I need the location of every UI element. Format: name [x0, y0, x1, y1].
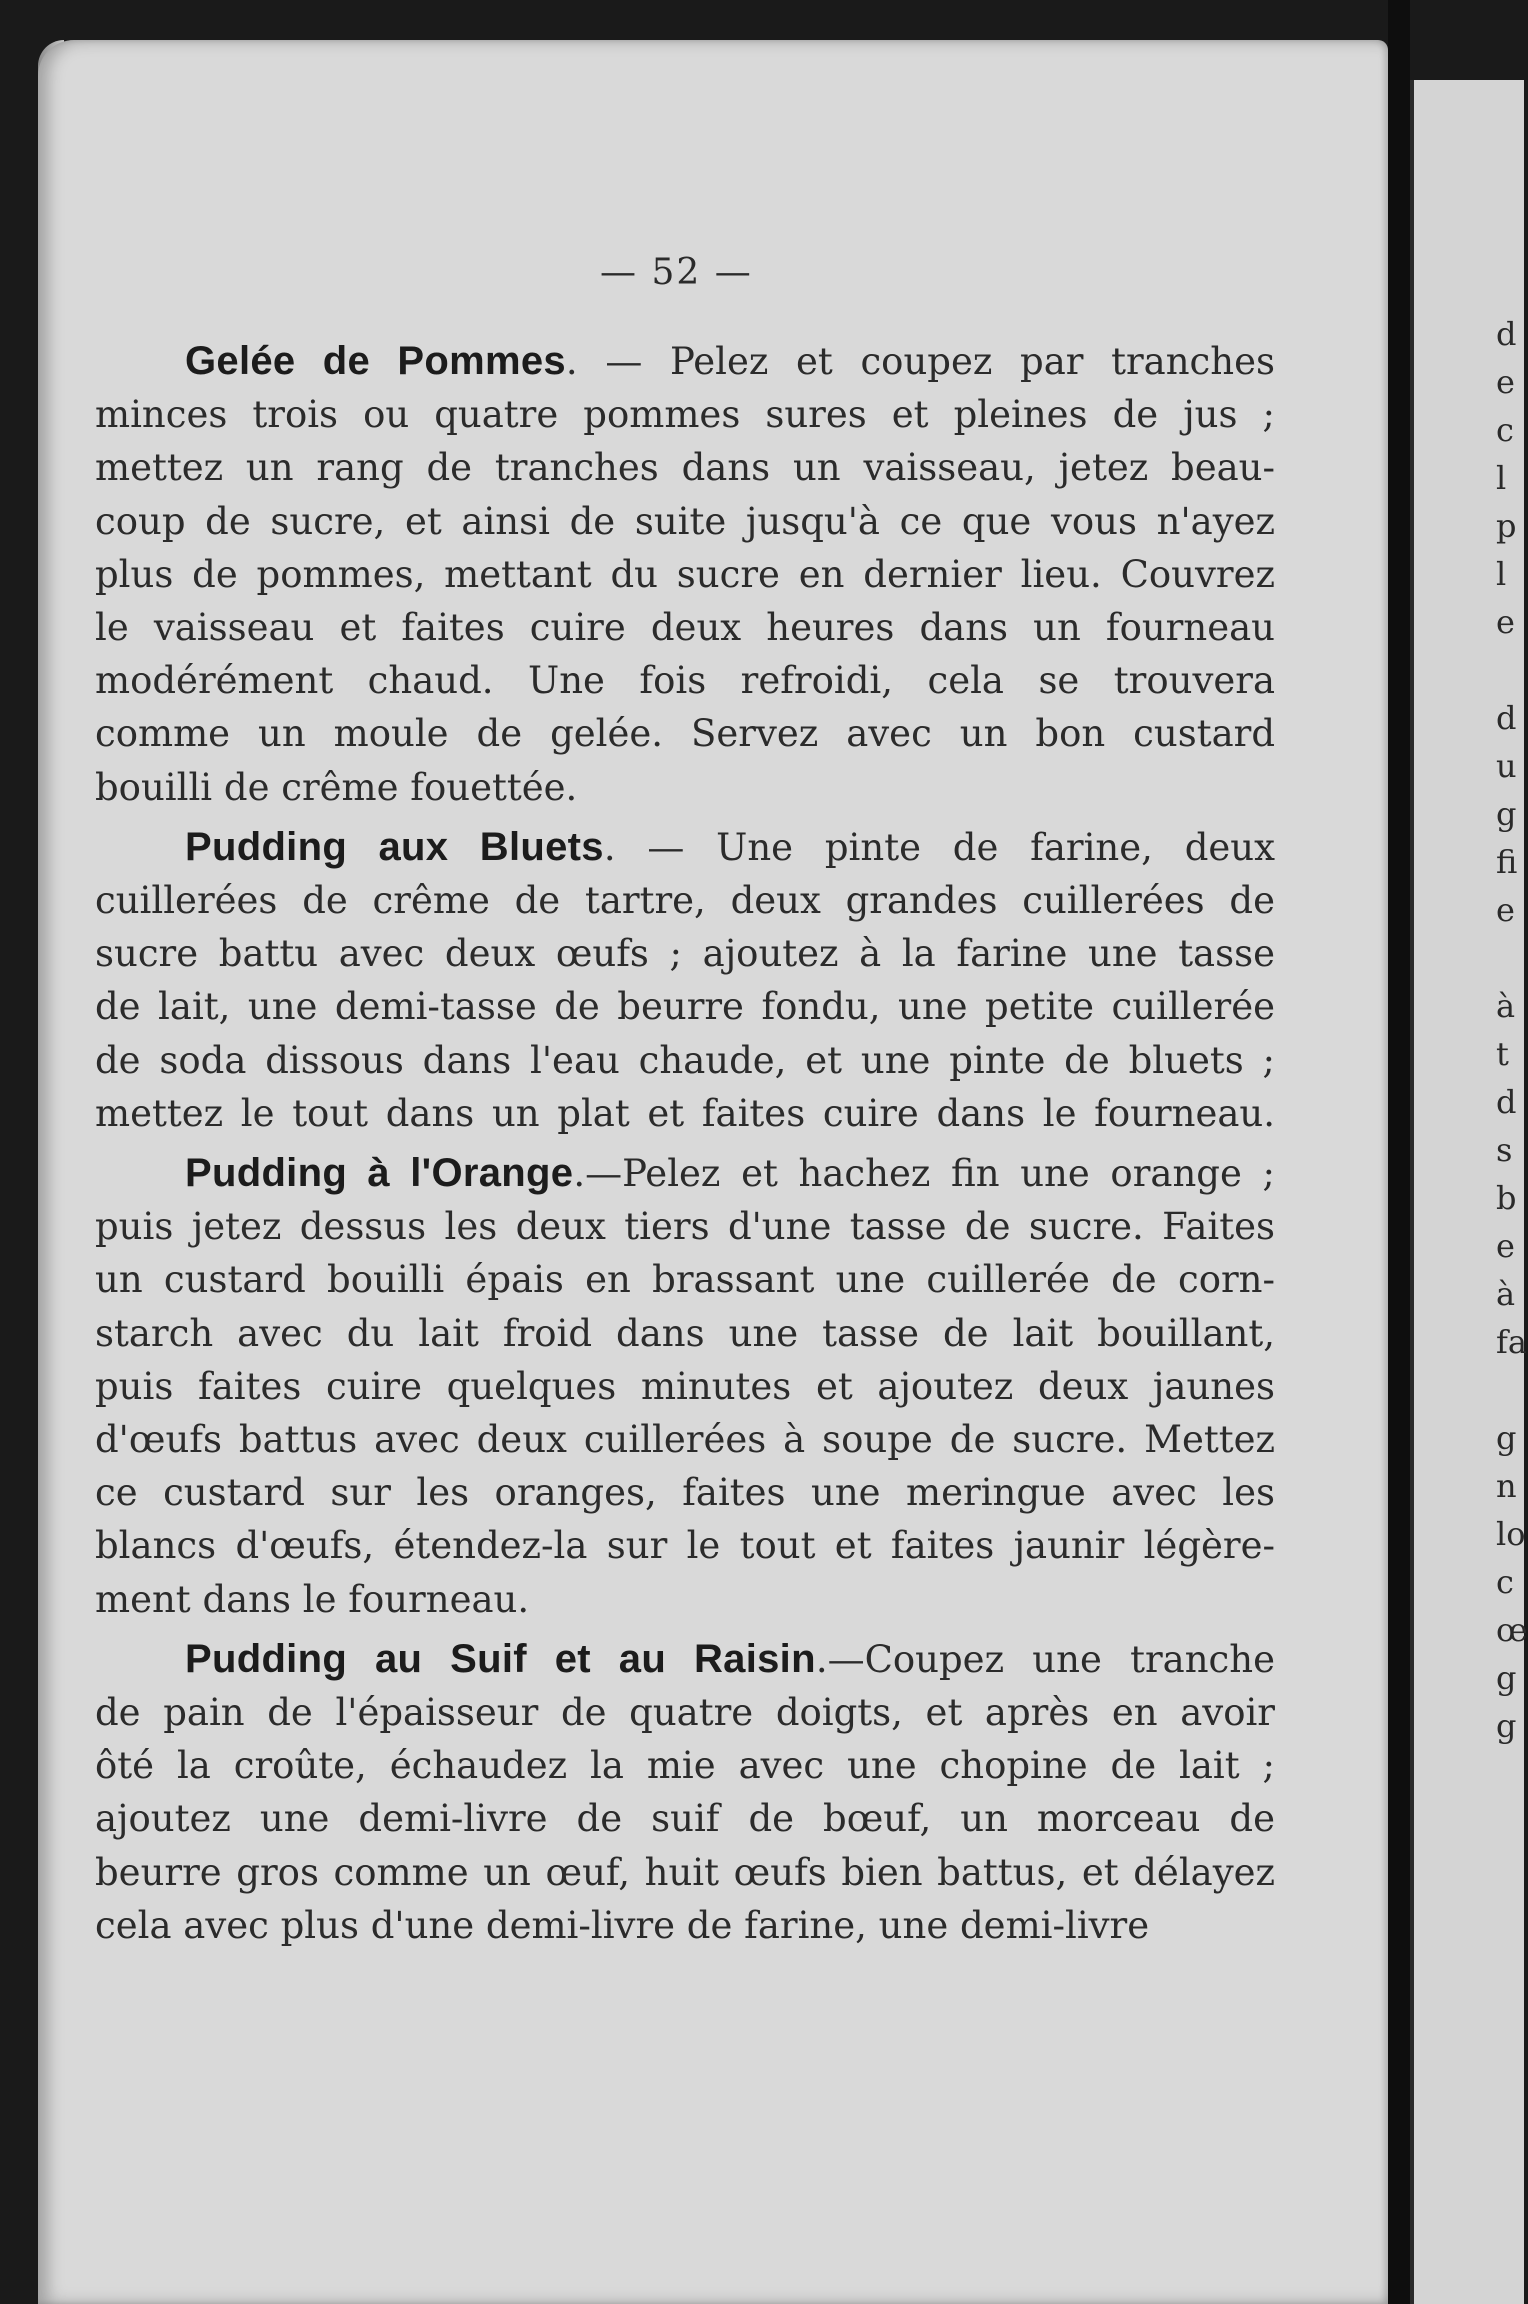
recipe-line: de soda dissous dans l'eau chaude, et une pinte de bluets ;	[95, 1038, 1275, 1082]
recipe-title: Gelée de Pommes	[185, 339, 566, 383]
next-page-letter	[1496, 1366, 1528, 1414]
next-page-letter: t	[1496, 1035, 1509, 1073]
next-page-letter: s	[1496, 1131, 1513, 1169]
recipe-line: un custard bouilli épais en brassant une cuillerée de corn-	[95, 1258, 1275, 1302]
next-page-letter: lo	[1496, 1515, 1526, 1553]
next-page-letter: l	[1496, 459, 1507, 497]
recipe-line: . — Une pinte de farine, deux	[603, 825, 1275, 869]
recipe-line: puis jetez dessus les deux tiers d'une tasse de sucre. Faites	[95, 1205, 1275, 1249]
recipe-line: mettez un rang de tranches dans un vaisseau, jetez beau-	[95, 446, 1275, 490]
recipe-line: blancs d'œufs, étendez-la sur le tout et faites jaunir légère-	[95, 1524, 1275, 1568]
recipe-line: cela avec plus d'une demi-livre de farine, une demi-livre	[95, 1903, 1150, 1947]
next-page-letter: à	[1496, 1275, 1516, 1313]
next-page-letter: e	[1496, 603, 1515, 641]
next-page-letter: p	[1496, 507, 1517, 545]
recipe-pudding-aux-bluets	[95, 821, 1275, 1140]
next-page-letter: n	[1496, 1467, 1517, 1505]
next-page-letter: d	[1496, 699, 1517, 737]
next-page-letter: g	[1496, 1659, 1517, 1697]
next-page-letter: d	[1496, 1083, 1517, 1121]
next-page-letter: œ	[1496, 1611, 1528, 1649]
recipe-pudding-a-l-orange	[95, 1147, 1275, 1626]
recipe-line: mettez le tout dans un plat et faites cuire dans le fourneau.	[95, 1091, 1275, 1135]
next-page-letter: à	[1496, 987, 1516, 1025]
recipe-line: ajoutez une demi-livre de suif de bœuf, un morceau de	[95, 1797, 1275, 1841]
next-page-letters	[1496, 310, 1528, 1750]
recipe-line: beurre gros comme un œuf, huit œufs bien battus, et délayez	[95, 1850, 1275, 1894]
recipe-line: cuillerées de crême de tartre, deux grandes cuillerées de	[95, 879, 1275, 923]
recipe-line: ce custard sur les oranges, faites une meringue avec les	[95, 1471, 1275, 1515]
next-page-letter: e	[1496, 891, 1515, 929]
next-page-letter: g	[1496, 795, 1517, 833]
next-page-letter	[1496, 646, 1528, 694]
recipe-line: . — Pelez et coupez par tranches	[565, 340, 1275, 383]
recipe-line: d'œufs battus avec deux cuillerées à soupe de sucre. Mettez	[95, 1418, 1275, 1462]
recipe-line: coup de sucre, et ainsi de suite jusqu'à ce que vous n'ayez	[95, 499, 1275, 543]
next-page-letter: fa	[1496, 1323, 1527, 1361]
next-page-letter: b	[1496, 1179, 1517, 1217]
recipe-line: puis faites cuire quelques minutes et ajoutez deux jaunes	[95, 1364, 1275, 1408]
recipe-line: comme un moule de gelée. Servez avec un bon custard	[95, 712, 1275, 756]
recipe-line: ôté la croûte, échaudez la mie avec une chopine de lait ;	[95, 1744, 1275, 1788]
recipe-line: de pain de l'épaisseur de quatre doigts, et après en avoir	[95, 1691, 1275, 1735]
recipe-line: le vaisseau et faites cuire deux heures dans un fourneau	[95, 606, 1275, 650]
next-page-letter: c	[1496, 411, 1514, 449]
next-page-letter: e	[1496, 363, 1515, 401]
recipe-line: .—Pelez et hachez fin une orange ;	[573, 1152, 1275, 1196]
next-page-letter: g	[1496, 1707, 1517, 1745]
book-gutter	[1388, 0, 1410, 2304]
recipe-line: de lait, une demi-tasse de beurre fondu, une petite cuillerée	[95, 985, 1275, 1029]
recipe-text	[95, 335, 1275, 1959]
recipe-pudding-au-suif	[95, 1633, 1275, 1952]
next-page-letter: fi	[1496, 843, 1518, 881]
next-page-letter: d	[1496, 315, 1517, 353]
recipe-title: Pudding au Suif et au Raisin	[185, 1636, 816, 1681]
recipe-title: Pudding à l'Orange	[185, 1151, 574, 1196]
next-page-letter	[1496, 934, 1528, 982]
recipe-line: starch avec du lait froid dans une tasse de lait bouillant,	[95, 1311, 1275, 1355]
recipe-gelee-de-pommes	[95, 335, 1275, 814]
next-page-letter: u	[1496, 747, 1517, 785]
recipe-title: Pudding aux Bluets	[185, 824, 604, 869]
recipe-line: plus de pommes, mettant du sucre en dernier lieu. Couvrez	[95, 552, 1275, 596]
next-page-letter: e	[1496, 1227, 1515, 1265]
next-page-letter: c	[1496, 1563, 1514, 1601]
next-page-letter: g	[1496, 1419, 1517, 1457]
recipe-line: sucre battu avec deux œufs ; ajoutez à la farine une tasse	[95, 932, 1275, 976]
page-number: — 52 —	[600, 252, 753, 293]
recipe-line: ment dans le fourneau.	[95, 1577, 530, 1621]
recipe-line: minces trois ou quatre pommes sures et pleines de jus ;	[95, 393, 1275, 437]
recipe-line: modérément chaud. Une fois refroidi, cela se trouvera	[95, 659, 1275, 703]
recipe-line: .—Coupez une tranche	[815, 1637, 1275, 1681]
recipe-line: bouilli de crême fouettée.	[95, 765, 578, 809]
next-page-letter: l	[1496, 555, 1507, 593]
